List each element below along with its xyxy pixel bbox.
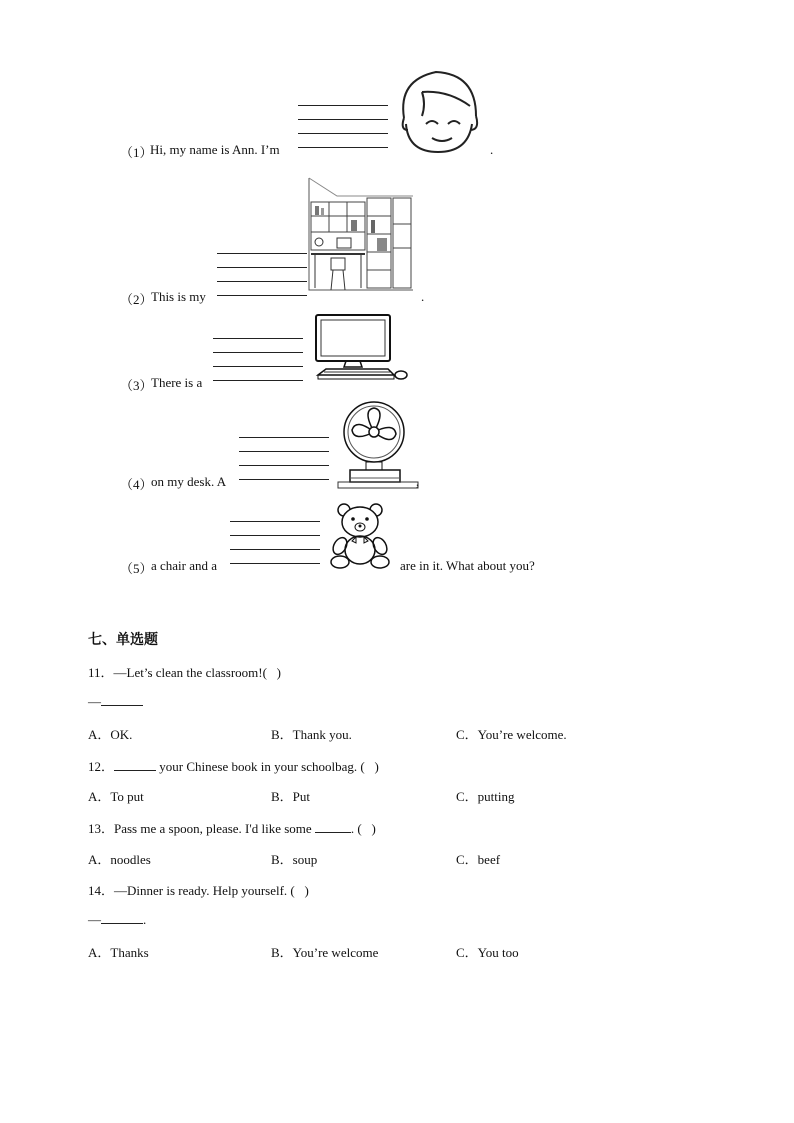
question-12-option-b[interactable]: B．Put <box>271 789 311 804</box>
question-11-option-a[interactable]: A．OK. <box>88 727 133 742</box>
question-12-stem <box>88 756 379 775</box>
writing-line <box>230 521 320 522</box>
question-11-option-b[interactable]: B．Thank you. <box>271 727 352 742</box>
question-14-option-b[interactable]: B．You’re welcome <box>271 945 379 960</box>
writing-line <box>239 465 329 466</box>
reply-dash: — <box>88 694 101 709</box>
writing-line <box>217 267 307 268</box>
teddy-bear-icon <box>326 502 396 572</box>
writing-line <box>298 119 388 120</box>
writing-line <box>298 105 388 106</box>
writing-line <box>239 437 329 438</box>
question-11-stem: 11．—Let’s clean the classroom!( ) <box>88 665 282 680</box>
item-2-text: This is my <box>151 289 206 304</box>
question-11-option-c[interactable]: C．You’re welcome. <box>456 727 567 742</box>
stem-prefix: 12． <box>88 759 115 774</box>
stem-suffix: . ( ) <box>350 821 376 836</box>
item-5-text: a chair and a <box>151 558 218 573</box>
question-14-stem: 14．—Dinner is ready. Help yourself. ( ) <box>88 883 309 898</box>
writing-line <box>213 352 303 353</box>
item-5-end: are in it. What about you? <box>400 558 535 573</box>
question-14-reply <box>88 911 146 928</box>
question-13-stem <box>88 818 376 837</box>
question-14-option-c[interactable]: C．You too <box>456 945 519 960</box>
item-4-end: , <box>416 474 420 489</box>
item-1-text: Hi, my name is Ann. I’m <box>150 142 280 157</box>
writing-line[interactable] <box>239 479 329 480</box>
writing-line <box>213 338 303 339</box>
reply-end: . <box>143 912 147 927</box>
item-4-text: on my desk. A <box>151 474 227 489</box>
writing-line[interactable] <box>217 295 307 296</box>
question-13-option-b[interactable]: B．soup <box>271 852 318 867</box>
question-12-option-c[interactable]: C．putting <box>456 789 515 804</box>
item-1-number: （1） <box>120 145 153 160</box>
item-1-end: . <box>490 142 494 157</box>
answer-blank[interactable] <box>101 693 143 706</box>
writing-line <box>230 549 320 550</box>
item-5-number: （5） <box>120 561 153 576</box>
stem-suffix: your Chinese book in your schoolbag. ( ) <box>156 759 379 774</box>
question-14-option-a[interactable]: A．Thanks <box>88 945 149 960</box>
item-3-text: There is a <box>151 375 203 390</box>
computer-icon <box>312 313 412 385</box>
writing-line <box>239 451 329 452</box>
girl-face-icon <box>392 66 484 156</box>
writing-line[interactable] <box>298 147 388 148</box>
item-2-end: . <box>421 289 425 304</box>
item-3-number: （3） <box>120 378 153 393</box>
item-4-number: （4） <box>120 477 153 492</box>
writing-line <box>230 535 320 536</box>
writing-line <box>217 253 307 254</box>
answer-blank[interactable] <box>315 820 351 833</box>
writing-line <box>217 281 307 282</box>
question-11-reply <box>88 693 143 710</box>
item-2-number: （2） <box>120 292 153 307</box>
question-13-option-c[interactable]: C．beef <box>456 852 501 867</box>
question-13-option-a[interactable]: A．noodles <box>88 852 151 867</box>
stem-prefix: 13．Pass me a spoon, please. I'd like some <box>88 821 315 836</box>
writing-line <box>298 133 388 134</box>
fan-icon <box>336 400 420 492</box>
question-12-option-a[interactable]: A．To put <box>88 789 144 804</box>
writing-line <box>213 366 303 367</box>
study-room-icon <box>307 176 417 294</box>
answer-blank[interactable] <box>101 911 143 924</box>
answer-blank[interactable] <box>114 758 156 771</box>
writing-line[interactable] <box>230 563 320 564</box>
writing-line[interactable] <box>213 380 303 381</box>
reply-dash: — <box>88 912 101 927</box>
section-title: 七、单选题 <box>88 632 158 648</box>
